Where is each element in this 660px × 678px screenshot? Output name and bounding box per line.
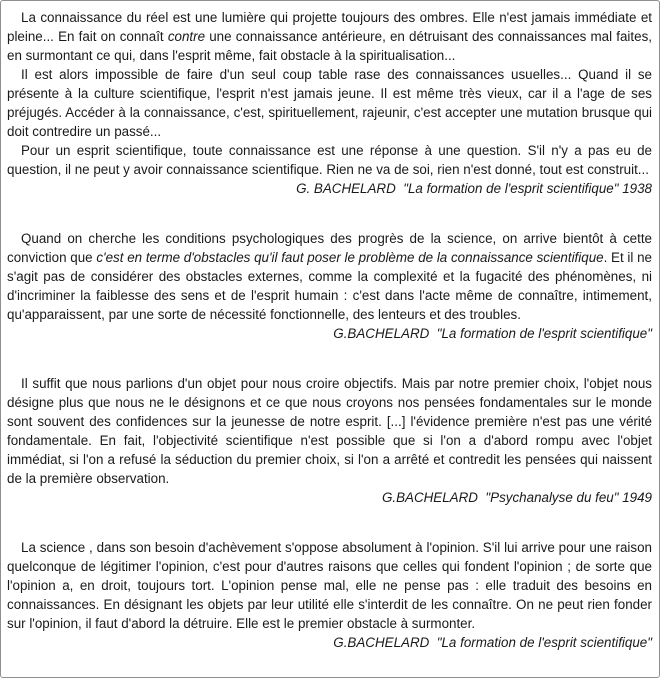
attribution-line: G.BACHELARD "Psychanalyse du feu" 1949 (381, 490, 652, 505)
quote-paragraph (7, 8, 652, 65)
quote-text-segment: La science , dans son besoin d'achèvement s'oppose absolument à l'opinion. S'il lui arrive pour une raison quelconque de légitimer l'opinion, c'est pour d'autres raisons que celles qui fondent l'opinion ; de sorte que l'opinion a, en droit, toujours tort. L'opinion pense mal, elle ne pense pas : elle traduit des besoins en connaissances. En désignant les objets par leur utilité elle s'interdit de les connaître. On ne peut rien fonder sur l'opinion, il faut d'abord la détruire. Elle est le premier obstacle à surmonter. (7, 540, 652, 631)
quote-text-segment: Quand on cherche les conditions psychologiques des progrès de la science, on arrive bientôt à cette conviction que (7, 231, 652, 265)
attribution-line: G.BACHELARD "La formation de l'esprit scientifique" (333, 326, 652, 341)
attribution-line: G. BACHELARD "La formation de l'esprit scientifique" 1938 (296, 181, 652, 196)
quote-block-4 (7, 538, 652, 652)
quote-paragraph (7, 65, 652, 141)
quote-block-1 (7, 8, 652, 198)
quote-text-segment: une connaissance antérieure, en détruisant des connaissances mal faites, en surmontant ce qui, dans l'esprit même, fait obstacle à la spiritualisation... (7, 29, 652, 63)
quote-block-3 (7, 374, 652, 507)
quote-text-segment: La connaissance du réel est une lumière qui projette toujours des ombres. Elle n'est jamais immédiate et pleine... En fait on connaît (7, 10, 652, 44)
attribution-line: G.BACHELARD "La formation de l'esprit scientifique" (333, 635, 652, 650)
quote-text-segment: Il suffit que nous parlions d'un objet pour nous croire objectifs. Mais par notre premier choix, l'objet nous désigne plus que nous ne le désignons et ce que nous croyons nos pensées fondamentales sur le monde sont souvent des confidences sur la jeunesse de notre esprit. [...] l'évidence première n'est pas une vérité fondamentale. En fait, l'objectivité scientifique n'est possible que si l'on a d'abord rompu avec l'objet immédiat, si l'on a refusé la séduction du premier choix, si l'on a arrêté et contredit les pensées qui naissent de la première observation. (7, 376, 652, 486)
quote-paragraph (7, 374, 652, 488)
quote-paragraph (7, 229, 652, 324)
italic-emphasis: contre (167, 29, 206, 44)
quote-paragraph (7, 141, 652, 179)
italic-emphasis: c'est en terme d'obstacles qu'il faut poser le problème de la connaissance scientifique (96, 250, 604, 265)
quote-paragraph (7, 538, 652, 633)
quote-block-2 (7, 229, 652, 343)
quote-text-segment: Il est alors impossible de faire d'un seul coup table rase des connaissances usuelles... Quand il se présente à la culture scientifique, l'esprit n'est jamais jeune. Il est même très vieux, car il a l'age de ses préjugés. Accéder à la connaissance, c'est, spirituellement, rajeunir, c'est accepter une mutation brusque qui doit contredire un passé... (7, 67, 652, 139)
quote-text-segment: Pour un esprit scientifique, toute connaissance est une réponse à une question. S'il n'y a pas eu de question, il ne peut y avoir connaissance scientifique. Rien ne va de soi, rien n'est donné, tout est construit... (7, 143, 652, 177)
quote-text-segment: . Et il ne s'agit pas de considérer des obstacles externes, comme la complexité et la fugacité des phénomènes, ni d'incriminer la faiblesse des sens et de l'esprit humain : c'est dans l'acte même de connaître, intimement, qu'apparaissent, par une sorte de nécessité fonctionnelle, des lenteurs et des troubles. (7, 250, 652, 322)
